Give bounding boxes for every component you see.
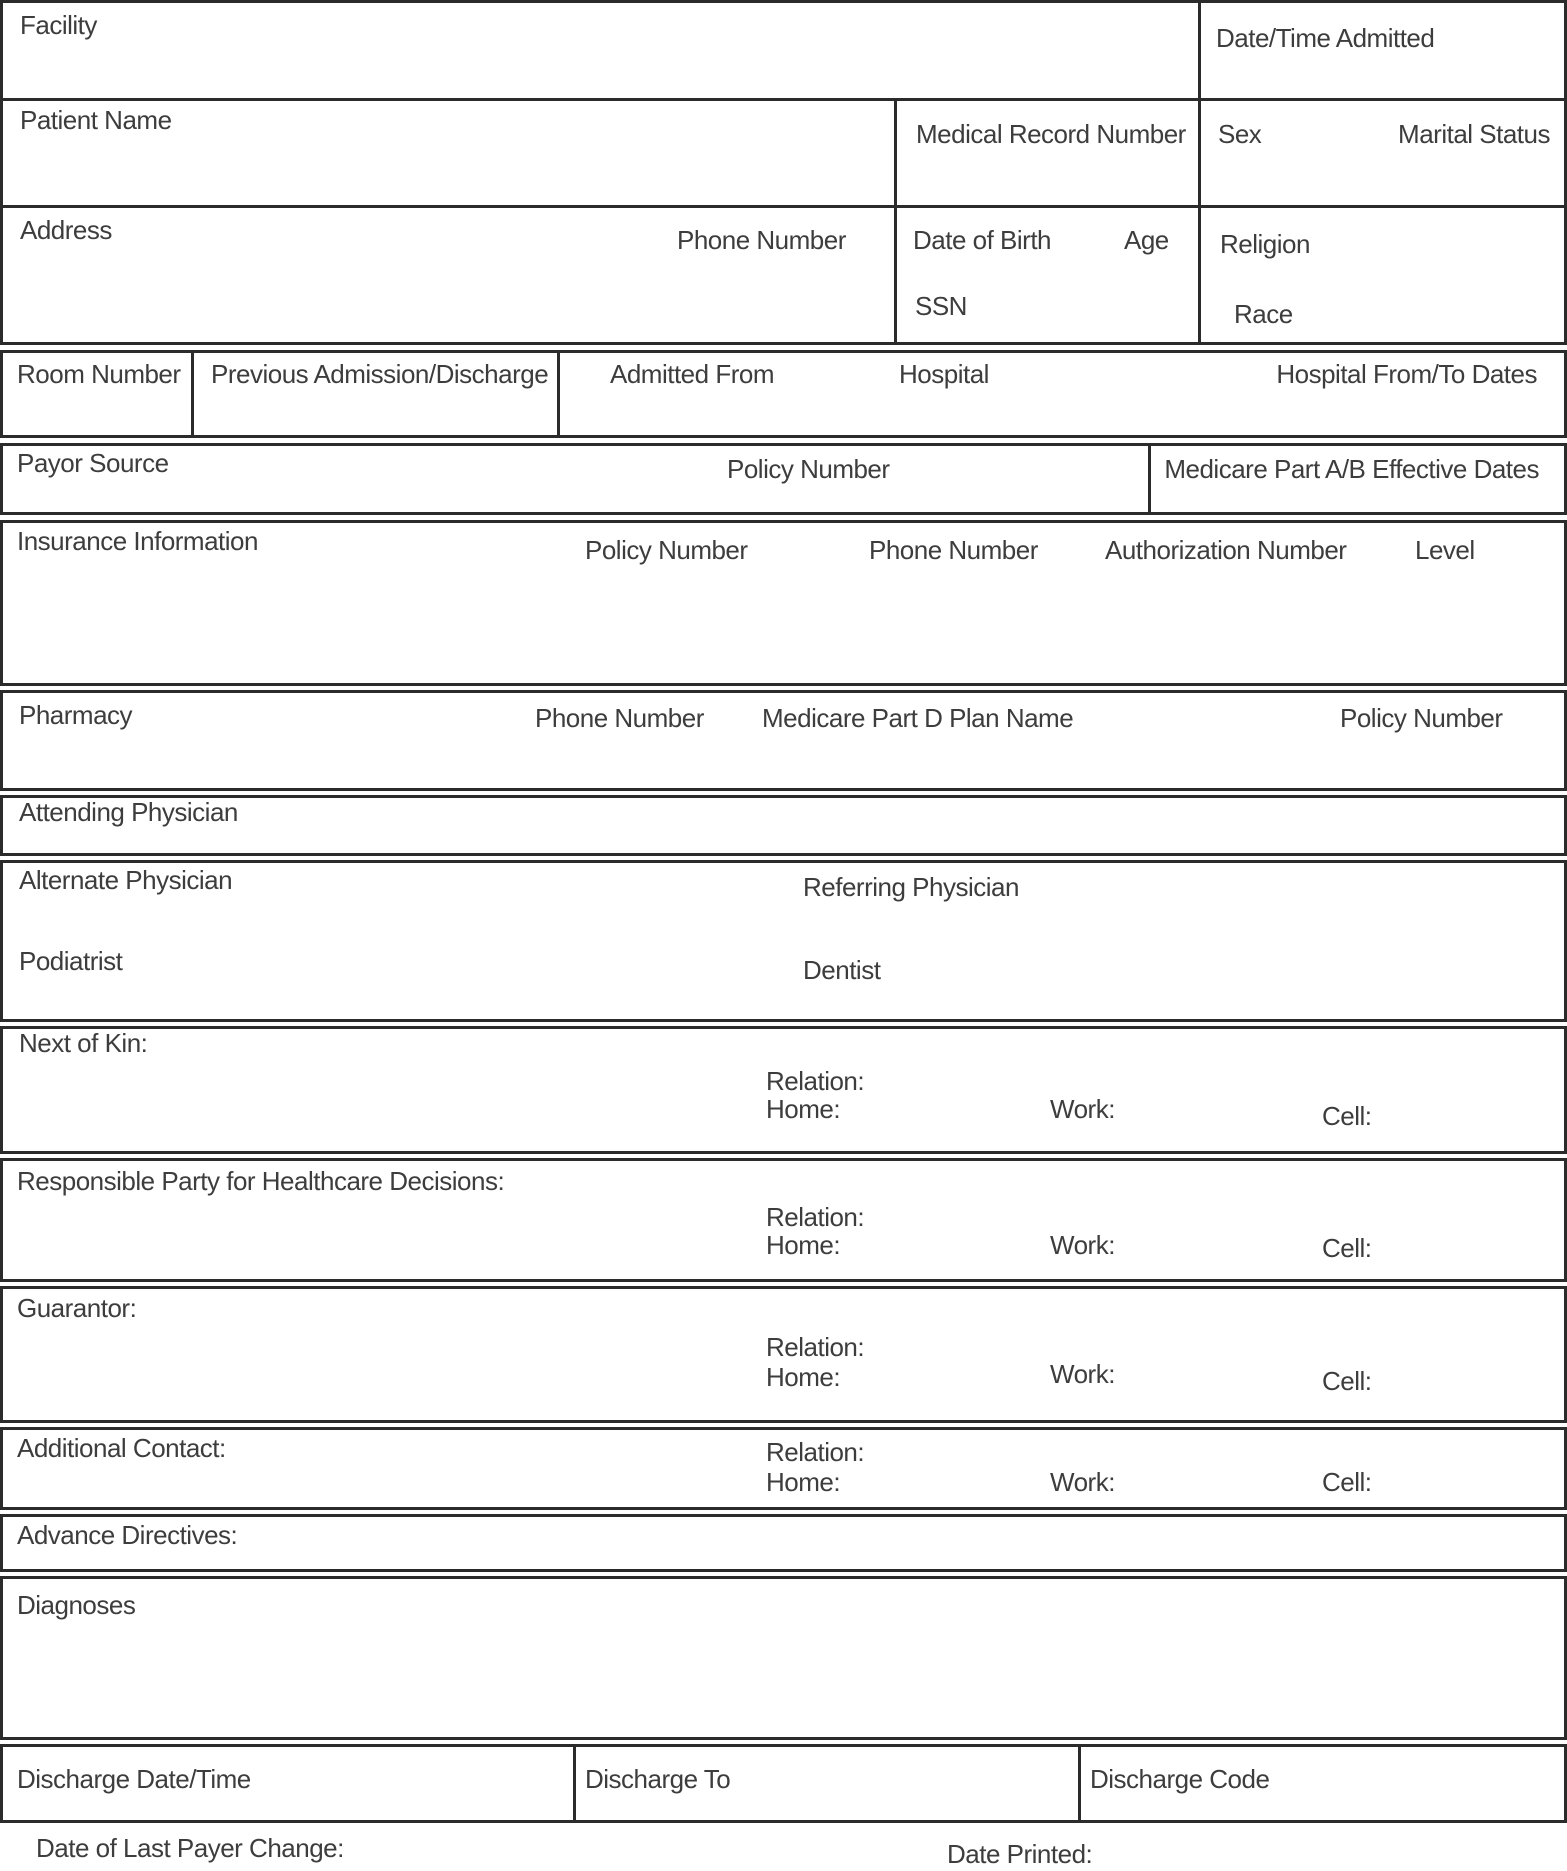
authorization-number-label: Authorization Number: [1105, 535, 1347, 565]
insurance-box: [0, 520, 1567, 686]
discharge-date-time-label: Discharge Date/Time: [17, 1764, 251, 1794]
divider: [191, 353, 194, 435]
sex-label: Sex: [1218, 119, 1262, 149]
diagnoses-box: [0, 1576, 1567, 1740]
dentist-label: Dentist: [803, 955, 881, 985]
discharge-box: [0, 1744, 1567, 1823]
responsible-party-box: [0, 1158, 1567, 1282]
medicare-ab-effective-dates-label: Medicare Part A/B Effective Dates: [1164, 454, 1539, 484]
relation-label: Relation:: [766, 1332, 865, 1362]
facility-label: Facility: [20, 10, 97, 40]
address-demographics-box: [0, 205, 1567, 345]
next-of-kin-label: Next of Kin:: [19, 1028, 148, 1058]
patient-identity-box: [0, 98, 1567, 208]
cell-label: Cell:: [1322, 1101, 1372, 1131]
divider: [1148, 446, 1151, 512]
patient-name-label: Patient Name: [20, 105, 172, 135]
home-label: Home:: [766, 1362, 841, 1392]
guarantor-label: Guarantor:: [17, 1293, 137, 1323]
home-label: Home:: [766, 1467, 841, 1497]
podiatrist-label: Podiatrist: [19, 946, 123, 976]
relation-label: Relation:: [766, 1202, 865, 1232]
insurance-policy-number-label: Policy Number: [585, 535, 748, 565]
alternate-physician-label: Alternate Physician: [19, 865, 233, 895]
additional-contact-label: Additional Contact:: [17, 1433, 226, 1463]
date-time-admitted-label: Date/Time Admitted: [1216, 23, 1435, 53]
pharmacy-box: [0, 690, 1567, 791]
work-label: Work:: [1050, 1359, 1115, 1389]
payor-box: [0, 443, 1567, 515]
cell-label: Cell:: [1322, 1233, 1372, 1263]
insurance-phone-number-label: Phone Number: [869, 535, 1038, 565]
diagnoses-label: Diagnoses: [17, 1590, 136, 1620]
payor-source-label: Payor Source: [17, 448, 169, 478]
hospital-from-to-dates-label: Hospital From/To Dates: [1276, 359, 1537, 389]
medicare-part-d-plan-name-label: Medicare Part D Plan Name: [762, 703, 1074, 733]
home-label: Home:: [766, 1094, 841, 1124]
level-label: Level: [1415, 535, 1475, 565]
hospital-label: Hospital: [899, 359, 989, 389]
age-label: Age: [1124, 225, 1169, 255]
responsible-party-label: Responsible Party for Healthcare Decisions:: [17, 1166, 505, 1196]
relation-label: Relation:: [766, 1066, 865, 1096]
race-label: Race: [1234, 299, 1293, 329]
phone-number-label: Phone Number: [677, 225, 846, 255]
date-of-last-payer-change-label: Date of Last Payer Change:: [36, 1833, 344, 1863]
divider: [894, 208, 897, 342]
cell-label: Cell:: [1322, 1467, 1372, 1497]
divider: [894, 101, 897, 205]
work-label: Work:: [1050, 1467, 1115, 1497]
pharmacy-label: Pharmacy: [19, 700, 133, 730]
pharmacy-policy-number-label: Policy Number: [1340, 703, 1503, 733]
divider: [1198, 208, 1201, 342]
physicians-box: [0, 860, 1567, 1022]
work-label: Work:: [1050, 1230, 1115, 1260]
divider: [573, 1747, 576, 1820]
admission-box: [0, 350, 1567, 438]
cell-label: Cell:: [1322, 1366, 1372, 1396]
next-of-kin-box: [0, 1026, 1567, 1154]
work-label: Work:: [1050, 1094, 1115, 1124]
insurance-information-label: Insurance Information: [17, 526, 258, 556]
room-number-label: Room Number: [17, 359, 181, 389]
admitted-from-label: Admitted From: [610, 359, 774, 389]
date-of-birth-label: Date of Birth: [913, 225, 1052, 255]
home-label: Home:: [766, 1230, 841, 1260]
address-label: Address: [20, 215, 112, 245]
facility-box: [0, 0, 1567, 101]
divider: [1198, 3, 1201, 98]
advance-directives-label: Advance Directives:: [17, 1520, 238, 1550]
discharge-to-label: Discharge To: [585, 1764, 731, 1794]
attending-physician-box: [0, 795, 1567, 856]
additional-contact-box: [0, 1427, 1567, 1510]
divider: [1078, 1747, 1081, 1820]
referring-physician-label: Referring Physician: [803, 872, 1019, 902]
relation-label: Relation:: [766, 1437, 865, 1467]
divider: [557, 353, 560, 435]
previous-admission-discharge-label: Previous Admission/Discharge: [211, 359, 549, 389]
marital-status-label: Marital Status: [1398, 119, 1550, 149]
advance-directives-box: [0, 1514, 1567, 1572]
medical-record-number-label: Medical Record Number: [916, 119, 1186, 149]
religion-label: Religion: [1220, 229, 1310, 259]
discharge-code-label: Discharge Code: [1090, 1764, 1270, 1794]
pharmacy-phone-number-label: Phone Number: [535, 703, 704, 733]
guarantor-box: [0, 1286, 1567, 1423]
payor-policy-number-label: Policy Number: [727, 454, 890, 484]
attending-physician-label: Attending Physician: [19, 797, 238, 827]
date-printed-label: Date Printed:: [947, 1839, 1093, 1869]
divider: [1198, 101, 1201, 205]
ssn-label: SSN: [915, 291, 967, 321]
